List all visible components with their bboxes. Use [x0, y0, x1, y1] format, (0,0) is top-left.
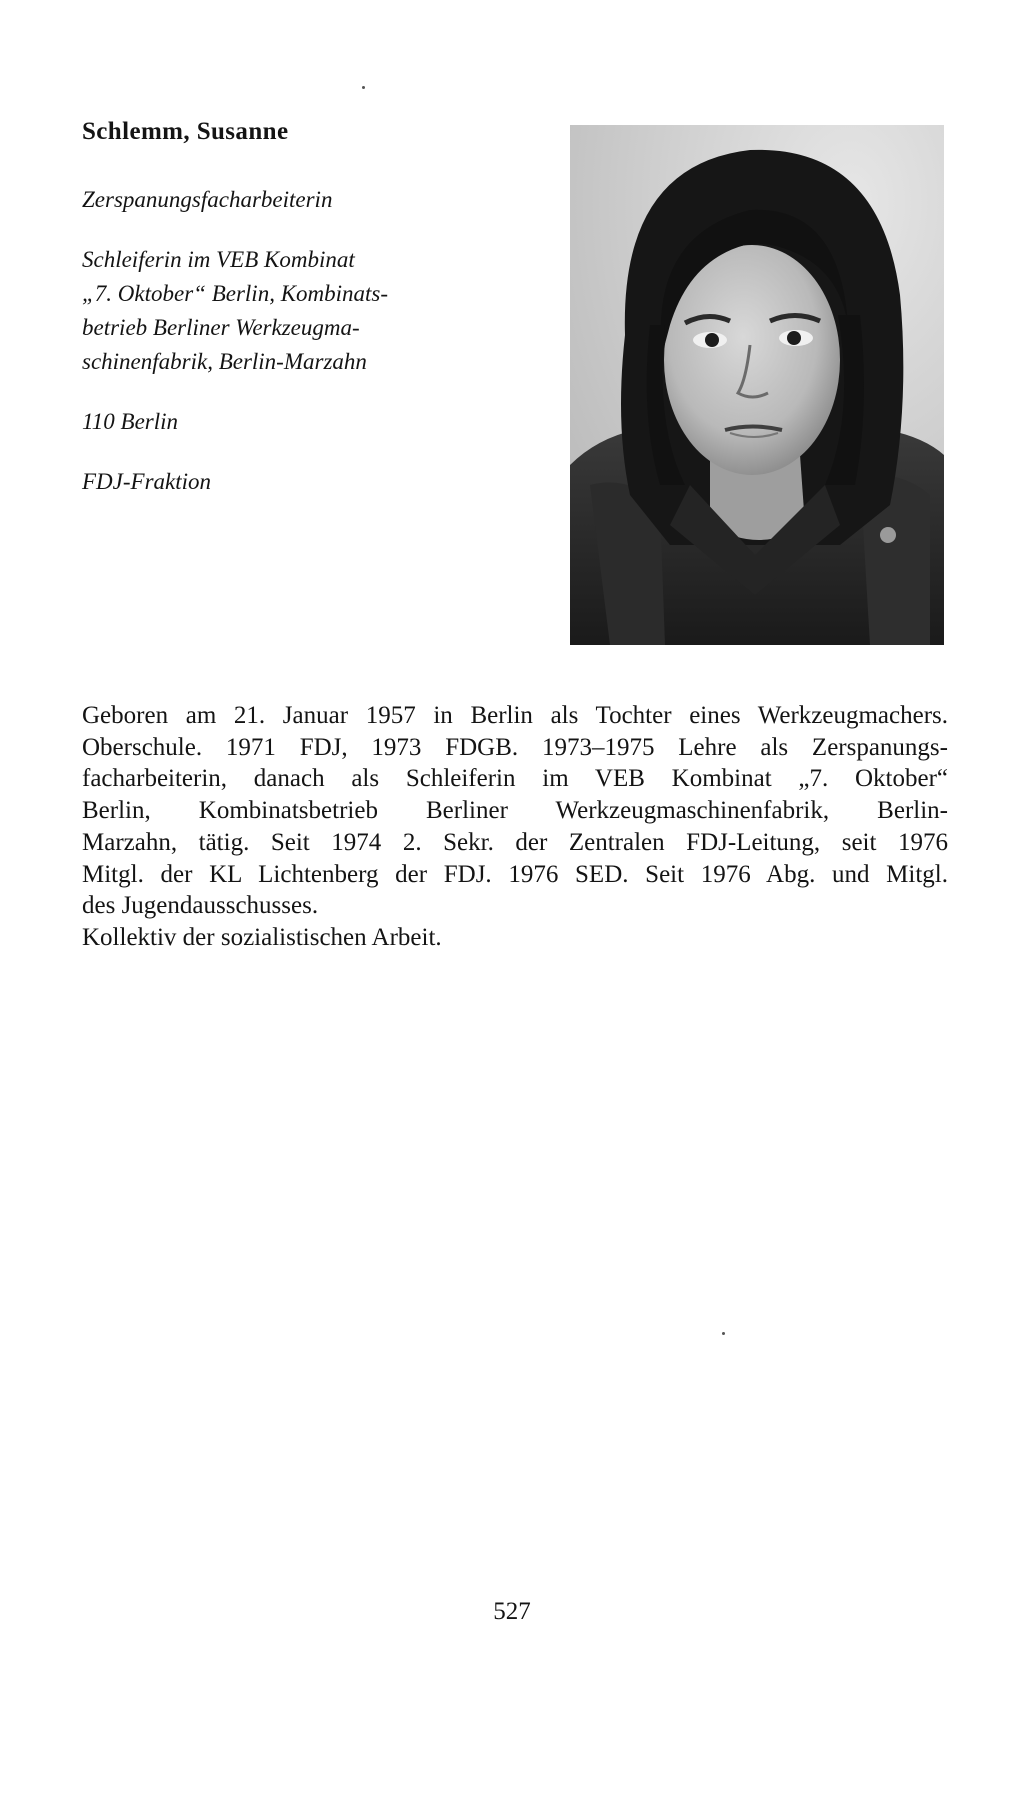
person-info [82, 183, 482, 525]
workplace [82, 243, 482, 379]
award: Kollektiv der sozialistischen Arbeit. [82, 923, 442, 951]
portrait-photo [570, 125, 944, 645]
biography-line: Geboren am 21. Januar 1957 in Berlin als Tochter eines Werkzeugmachers. [82, 702, 948, 729]
biography-line: Marzahn, tätig. Seit 1974 2. Sekr. der Zentralen FDJ-Leitung, seit 1976 [82, 828, 948, 856]
biography-line: des Jugendausschusses. [82, 892, 319, 920]
faction: FDJ-Fraktion [82, 469, 212, 494]
biography [82, 700, 948, 954]
biography-line: Mitgl. der KL Lichtenberg der FDJ. 1976 SED. Seit 1976 Abg. und Mitgl. [82, 860, 948, 888]
workplace-line: schinenfabrik, Berlin-Marzahn [82, 349, 367, 374]
city: 110 Berlin [82, 409, 179, 434]
workplace-line: „7. Oktober“ Berlin, Kombinats- [82, 281, 389, 306]
page-number: 527 [493, 1598, 531, 1625]
workplace-line: Schleiferin im VEB Kombinat [82, 247, 355, 272]
biography-line: Berlin, Kombinatsbetrieb Berliner Werkzeugmaschinenfabrik, Berlin- [82, 797, 948, 825]
profession: Zerspanungsfacharbeiterin [82, 187, 333, 212]
biography-line: facharbeiterin, danach als Schleiferin im VEB Kombinat „7. Oktober“ [82, 765, 948, 793]
biography-line: Oberschule. 1971 FDJ, 1973 FDGB. 1973–1975 Lehre als Zerspanungs- [82, 733, 948, 761]
workplace-line: betrieb Berliner Werkzeugma- [82, 315, 360, 340]
scan-speck [722, 1332, 725, 1335]
person-name: Schlemm, Susanne [82, 118, 289, 145]
scan-speck [362, 86, 365, 89]
